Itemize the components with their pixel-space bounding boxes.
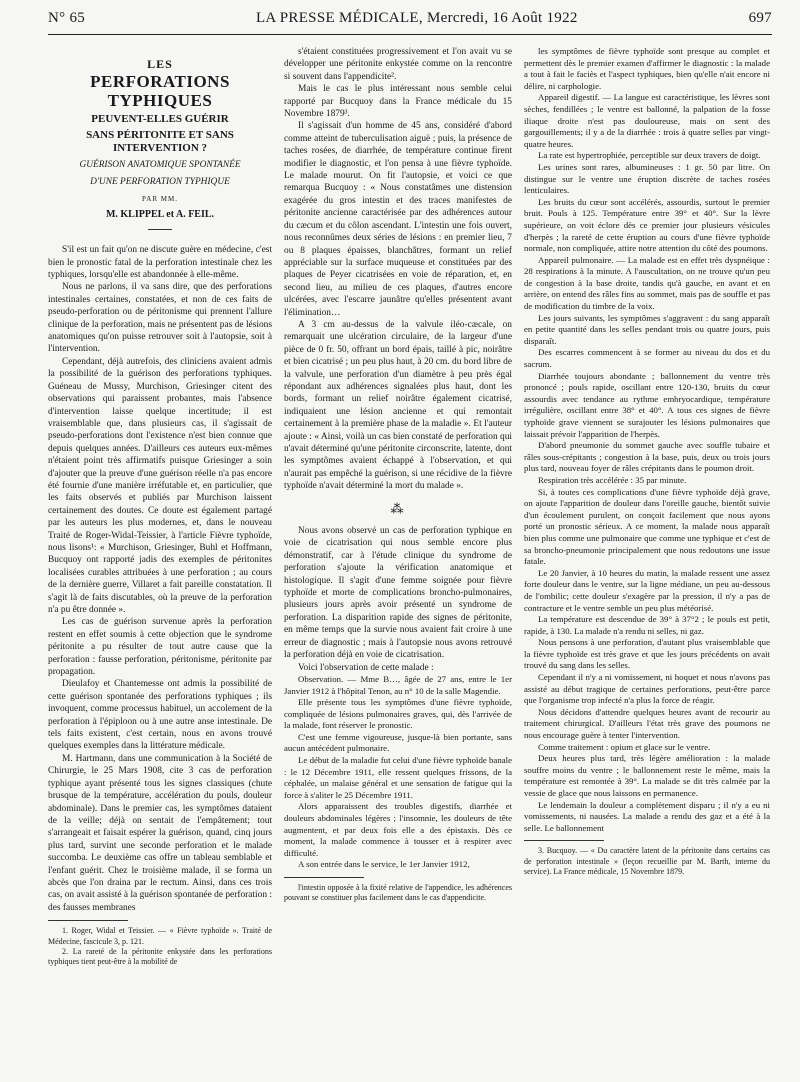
observation-paragraph: C'est une femme vigoureuse, jusque-là bien portante, sans aucun antécédent pulmonaire. [284, 731, 512, 754]
observation-paragraph: Nous pensons à une perforation, d'autant plus vraisemblable que la fièvre typhoïde est très grave et que les jours précédents on avait trouvé du sang dans les selles. [524, 637, 770, 671]
column-3 [524, 46, 770, 1046]
observation-paragraph: Deux heures plus tard, très légère amélioration : la malade souffre moins du ventre ; le ballonnement reste le même, mais la température est remontée à 39°. La malade se dit très calmée par la vessie de glace que nous laissons en permanence. [524, 753, 770, 798]
observation-paragraph: D'abord pneumonie du sommet gauche avec souffle tubaire et râles sous-crépitants ; congestion à la base, puis, deux ou trois jours plus tard, nouveau foyer de râles crépitants dans le poumon droit. [524, 440, 770, 474]
article-title-block [48, 58, 272, 230]
column-2-footnotes [284, 883, 512, 904]
observation-paragraph: Appareil digestif. — La langue est caractéristique, les lèvres sont sèches, fendillées ; le ventre est ballonné, la palpation de la fosse iliaque droite n'est pas douloureuse, mais on sent des gargouillements; il y a de la diarrhée : trois à quatre selles par vingt-quatre heures. [524, 92, 770, 149]
by-line: PAR MM. [142, 195, 178, 204]
observation-paragraph: Le 20 Janvier, à 10 heures du matin, la malade ressent une assez forte douleur dans le ventre, sur la ligne médiane, un peu au-dessous de l'ombilic; cette douleur s'exagère par la pression, il n'y a pas de contracture et le ventre semble un peu plus météorisé. [524, 567, 770, 613]
title-divider [148, 229, 172, 230]
article-subtitle-2: SANS PÉRITONITE ET SANS INTERVENTION ? [86, 129, 234, 155]
observation-paragraph: Le début de la maladie fut celui d'une fièvre typhoïde banale : le 12 Décembre 1911, elle ressent quelques frissons, de la céphalée, un malaise général et une sensation de fatigue qui la force à s'aliter le 25 Décembre 1911. [284, 755, 512, 800]
article-subtitle-1: PEUVENT-ELLES GUÉRIR [91, 113, 229, 126]
authors: M. KLIPPEL et A. FEIL. [105, 208, 215, 220]
observation-paragraph: Les urines sont rares, albumineuses : 1 gr. 50 par litre. On distingue sur le ventre une éruption discrète de taches rosées lenticulaires. [524, 161, 770, 196]
header-rule [48, 34, 772, 35]
paragraph: Cependant, déjà autrefois, des cliniciens avaient admis la possibilité de la guérison des perforations typhiques. Guéneau de Mussy, Murchison, Griesinger citent des observations qui paraissent probantes, mais l'absence d'intervention laisse quelque incertitude; il est vraisemblable que, dans plusieurs cas, il s'agissait de pseudo-perforations dont l'existence n'est bien connue que depuis quelques années. D'ailleurs ces auteurs eux-mêmes n'étaient point très affirmatifs puisque Griesinger a soin d'ajouter que la preuve d'une guérison réelle n'a pas encore été fournie d'une manière irréfutable et, en particulier, que les faits observés et publiés par Murchison laissent certainement des doutes. Ce doute est également partagé par les auteurs les plus modernes, et, dans le nouveau Traité de Roger-Widal-Teissier, à l'article Fièvre typhoïde, nous lisons¹: « Murchison, Griesinger, Buhl et Hoffmann, Bucquoy ont rapporté jadis des exemples de péritonites localisées curables attribuées à une perforation ; au cours de la dernière guerre, Villaret a fait pareille constatation. Il s'agit là de faits discutables, où la preuve de la perforation n'a pu être donnée ». [48, 356, 272, 615]
article-title: PERFORATIONS TYPHIQUES [90, 72, 230, 111]
column-3-footnotes [524, 846, 770, 877]
observation-paragraph: La température est descendue de 39° à 37°2 ; le pouls est petit, rapide, à 130. La malade n'a rendu ni selles, ni gaz. [524, 614, 770, 636]
footnote-rule [48, 920, 128, 921]
paragraph: M. Hartmann, dans une communication à la Société de Chirurgie, le 25 Mars 1908, cite 3 cas de perforation typhique ayant présenté tous les signes classiques (chute brusque de la température, accélération du pouls, douleur abdominale). Dans le premier cas, les symptômes dataient de la veille; déjà on sentait de l'empâtement; tout s'arrangeait et faisait espérer la guérison, quand, cinq jours plus tard, survint une seconde perforation et le malade succomba. Le deuxième cas offre un tableau semblable et l'enfant guérit. Chez le troisième malade, il se forma un abcès que l'on draina par le rectum. Ainsi, dans ces trois cas, on avait assisté à la guérison spontanée de perforation : des fausses membranes [48, 753, 272, 913]
footnote-rule [284, 877, 364, 878]
paragraph: Voici l'observation de cette malade : [298, 662, 434, 673]
footnote: 1. Roger, Widal et Teissier. — « Fièvre typhoïde ». Traité de Médecine, fascicule 3, p. 121. [48, 926, 272, 946]
column-2-body [284, 46, 512, 493]
paragraph: Nous ne parlons, il va sans dire, que des perforations intestinales certaines, constatées, et non de ces faits de pseudo-perforation ou de péritonisme qui prennent l'allure clinique de la perforation, mais ne présentent pas de lésions anatomiques qu'on puisse retrouver soit à l'autopsie, soit à l'intervention. [48, 282, 272, 355]
issue-number: N° 65 [48, 10, 86, 26]
anatomic-subtitle-1: GUÉRISON ANATOMIQUE SPONTANÉE [79, 160, 241, 171]
observation-paragraph: Des escarres commencent à se former au niveau du dos et du sacrum. [524, 347, 770, 370]
observation-paragraph: Nous décidons d'attendre quelques heures avant de recourir au traitement chirurgical. D'ailleurs l'état très grave des poumons ne nous encourage guère à tenter l'intervention. [524, 706, 770, 741]
title-les: LES [147, 57, 173, 71]
column-2-body-b [284, 525, 512, 674]
footnote: l'intestin opposée à la fixité relative de l'appendice, les adhérences pouvant se constituer plus facilement dans le cas d'appendicite. [284, 883, 512, 903]
paragraph: Les cas de guérison survenue après la perforation restent en effet soumis à cette objection que le syndrome péritonite a pu résulter de tout autre cause que la perforation : fausse perforation, péritonisme, péritonite par propagation. [48, 617, 272, 678]
observation-paragraph: Appareil pulmonaire. — La malade est en effet très dyspnéique : 28 respirations à la minute. A l'auscultation, on ne trouve qu'un peu de congestion à la base droite, tandis qu'à gauche, en avant et en arrière, on entend des râles fins au sommet, mais pas de souffle et pas de modification du timbre de la voix. [524, 254, 770, 312]
observation-paragraph: Alors apparaissent des troubles digestifs, diarrhée et douleurs abdominales légères ; l'insomnie, les douleurs de tête augmentent, et par deux fois elle a des épistaxis. Dès ce moment, la malade commence à tousser et à respirer avec difficulté. [284, 801, 512, 858]
observation-paragraph: Si, à toutes ces complications d'une fièvre typhoïde déjà grave, on ajoute l'apparition de douleur dans l'oreille gauche, bientôt suivie d'un écoulement purulent, on conçoit facilement que nous ayons porté un pronostic sérieux. A ce moment, la malade nous apparaît bien plus comme une pulmonaire que comme une typhique et c'est de sa broncho-pneumonie principalement que nous redoutons une issue fatale. [524, 486, 770, 567]
paragraph: A 3 cm au-dessus de la valvule iléo-cæcale, on remarquait une ulcération circulaire, de la largeur d'une pièce de 0 fr. 50, offrant un bord épais, taillé à pic, noirâtre et bien cicatrisé ; un peu plus haut, à 20 cm. du bord libre de la valvule, une perforation d'un diamètre à peu près égal répondant aux adhérences signalées plus haut, dont les bords, formant un relief noirâtre également cicatrisé, indiquaient une lésion ancienne et qui remontait certainement à la première phase de la maladie ». Et l'auteur ajoute : « Ainsi, voilà un cas bien constaté de perforation qui n'avait déterminé qu'une péritonite circonscrite, latente, dont les symptômes avaient échappé à l'observation, et qui n'aurait pas empêché la guérison, si une récidive de la fièvre typhoïde n'avait déterminé la mort du malade ». [284, 319, 512, 492]
paragraph: Nous avons observé un cas de perforation typhique en voie de cicatrisation qui nous semble encore plus démonstratif, car à l'étude clinique du syndrome de perforation s'ajoute la vérification anatomique et histologique. Il s'agit d'une femme soignée pour fièvre typhoïde et morte de complications broncho-pulmonaires, plusieurs jours après avoir présenté un syndrome de perforation. La disparition rapide des signes de péritonite, en même temps que la survie nous avaient fait croire à une erreur de diagnostic ; mais à l'autopsie nous avons retrouvé la perforation déjà en voie de cicatrisation. [284, 526, 512, 661]
footnote-rule [524, 840, 604, 841]
anatomic-subtitle-2: D'UNE PERFORATION TYPHIQUE [90, 176, 230, 187]
column-3-body [524, 46, 770, 834]
paragraph: S'il est un fait qu'on ne discute guère en médecine, c'est bien le pronostic fatal de la perforation intestinale chez les typhiques, lorsqu'elle est abandonnée à elle-même. [48, 245, 272, 281]
paragraph: s'étaient constituées progressivement et l'on avait vu se développer une péritonite enkystée comme on la rencontre si souvent dans l'appendicite². [284, 47, 512, 82]
column-2 [284, 46, 512, 1046]
running-header [48, 10, 772, 36]
paragraph: Mais le cas le plus intéressant nous semble celui rapporté par Bucquoy dans la France médicale du 15 Novembre 1879³. [284, 84, 512, 120]
observation-paragraph: Le lendemain la douleur a complètement disparu ; il n'y a eu ni vomissements, ni nausées. La malade a rendu des gaz et a été à la selle. Le ballonnement [524, 799, 770, 833]
observation-paragraph: Diarrhée toujours abondante ; ballonnement du ventre très prononcé ; pouls rapide, oscillant entre 120-130, bruits du cœur assourdis avec tendance au rythme embryocardique, température irrégulière, oscillant entre 38° et 40°. A tous ces signes de fièvre typhoïde grave viennent se surajouter les lésions pulmonaires que laissait prévoir l'apparition de l'herpès. [524, 370, 770, 439]
observation-block [284, 674, 512, 871]
observation-paragraph: Respiration très accélérée : 35 par minute. [538, 474, 687, 485]
observation-paragraph: Les bruits du cœur sont accélérés, assourdis, surtout le premier bruit. Pouls à 125. Température entre 39° et 40°. Sur la lèvre supérieure, on voit éclore dès ce premier jour plusieurs vésicules d'herpès ; la rareté de cette éruption au cours d'une fièvre typhoïde normale, non compliquée, attire notre attention du côté des poumons. [524, 196, 770, 254]
observation-paragraph: Comme traitement : opium et glace sur le ventre. [538, 741, 711, 752]
observation-paragraph: Cependant il n'y a ni vomissement, ni hoquet et nous n'avons pas assisté au début tragique de certaines perforations, peut-être parce que l'organisme trop infecté n'a plus la force de réagir. [524, 672, 770, 706]
column-1-body [48, 244, 272, 914]
footnote: 3. Bucquoy. — « Du caractère latent de la péritonite dans certains cas de perforation intestinale » (leçon recueillie par M. Barth, interne du service). La France médicale, 15 Novembre 1879. [524, 846, 770, 877]
observation-paragraph: les symptômes de fièvre typhoïde sont presque au complet et permettent dès le premier examen d'affirmer le diagnostic : la malade a tout à fait le faciès et l'aspect typhiques, bien qu'elle n'ait encore ni délire, ni carphologie. [524, 46, 770, 91]
observation-paragraph: Observation. — Mme B…, âgée de 27 ans, entre le 1er Janvier 1912 à l'hôpital Tenon, au n° 10 de la salle Magendie. [284, 673, 512, 696]
observation-paragraph: La rate est hypertrophiée, perceptible sur deux travers de doigt. [538, 150, 761, 161]
observation-paragraph: Les jours suivants, les symptômes s'aggravent : du sang apparaît en petite quantité dans les selles pendant trois ou quatre jours, puis disparaît. [524, 312, 770, 346]
observation-paragraph: Elle présente tous les symptômes d'une fièvre typhoïde, compliquée de lésions pulmonaires graves, qui, dès l'arrivée de la malade, font réserver le pronostic. [284, 697, 512, 731]
column-1 [48, 46, 272, 1046]
observation-paragraph: A son entrée dans le service, le 1er Janvier 1912, [298, 859, 470, 870]
column-1-footnotes [48, 926, 272, 968]
page-number: 697 [748, 10, 772, 26]
section-break-stars: ⁂ [390, 500, 406, 516]
footnote: 2. La rareté de la péritonite enkystée dans les perforations typhiques tient peut-être à la mobilité de [48, 946, 272, 967]
paragraph: Il s'agissait d'un homme de 45 ans, considéré d'abord comme atteint de tuberculisation aiguë ; puis, la présence de taches rosées, de diarrhée, de température continue firent modifier le diagnostic, et l'on pensa à une fièvre typhoïde. Le malade mourut. On fit l'autopsie, et voici ce que remarqua Bucquoy : « Nous constatâmes une distension exagérée du gros intestin et des traces manifestes de péritonite ancienne caractérisée par des adhérences autour du cæcum et du côlon ascendant. L'intestin une fois ouvert, nous reconnûmes deux séries de lésions : en premier lieu, 7 ou 8 plaques épaisses, blanchâtres, formant un relief appréciable sur la surface muqueuse et constituées par des plaques de Peyer cicatrisées en voie de réparation, et, en second lieu, au milieu de ces plaques, d'autres encore ulcérées, avec l'escarre jaunâtre qu'elles présentent avant l'élimination… [284, 121, 512, 318]
journal-title: LA PRESSE MÉDICALE, Mercredi, 16 Août 1922 [255, 10, 578, 26]
paragraph: Dieulafoy et Chantemesse ont admis la possibilité de cette guérison spontanée des perforations typhiques ; ils invoquent, comme processus habituel, un accolement de la perforation à l'épiploon ou à une autre anse intestinale. De tels faits existent, c'est certain, nous en avons trouvé quelques exemples dans la littérature médicale. [48, 679, 272, 752]
